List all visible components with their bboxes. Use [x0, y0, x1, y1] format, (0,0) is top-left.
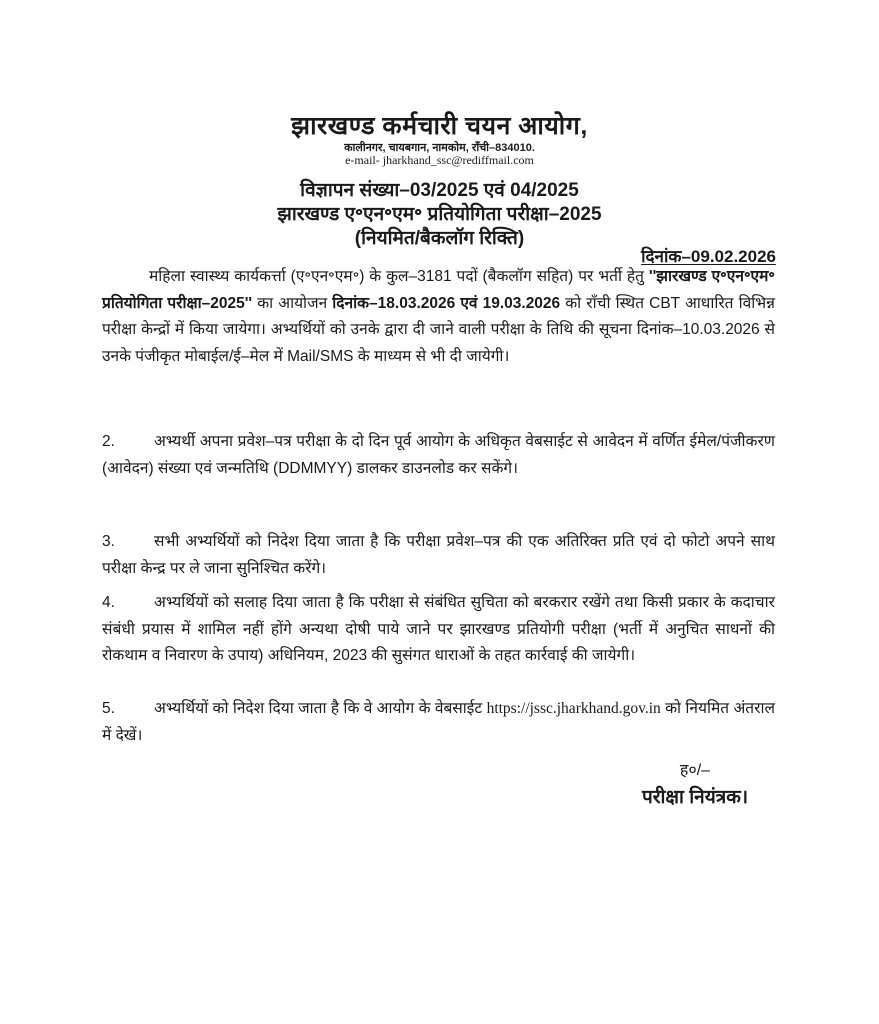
- p4-text: अभ्यर्थियों को सलाह दिया जाता है कि परीक्षा से संबंधित सुचिता को बरकरार रखेंगे तथा किसी प्रकार के कदाचार संबंधी प्रयास में शामिल नहीं होंगे अन्यथा दोषी पाये जाने पर झारखण्ड प्रतियोगी परीक्षा (भर्ती में अनुचित साधनों की रोकथाम व निवारण के उपाय) अधिनियम, 2023 की सुसंगत धाराओं के तहत कार्रवाई की जायेगी।: [102, 594, 775, 664]
- p5-text-1: अभ्यर्थियों को निदेश दिया जाता है कि वे आयोग के वेबसाईट: [154, 700, 487, 717]
- organization-name: झारखण्ड कर्मचारी चयन आयोग,: [291, 112, 588, 140]
- vacancy-type: (नियमित/बैकलॉग रिक्ति): [354, 228, 525, 249]
- p1-text-3: को राँची स्थित CBT आधारित विभिन्न परीक्षा केन्द्रों में किया जायेगा। अभ्यर्थियों को उनके द्वारा दी जाने वाली परीक्षा के तिथि की सूचना दिनांक–10.03.2026 से उनके पंजीकृत मोबाईल/ई–मेल में Mail/SMS के माध्यम से भी दी जायेगी।: [102, 294, 775, 365]
- p1-text-1: महिला स्वास्थ्य कार्यकर्त्ता (ए॰एन॰एम॰) के कुल–3181 पदों (बैकलॉग सहित) पर भर्ती हेतु: [149, 268, 649, 285]
- paragraph-1: [102, 264, 775, 370]
- advertisement-number: विज्ञापन संख्या–03/2025 एवं 04/2025: [300, 180, 579, 201]
- organization-email: e-mail- jharkhand_ssc@rediffmail.com: [345, 153, 534, 167]
- paragraph-4: [102, 590, 775, 670]
- p5-text-2: को नियमित अंतराल में देखें।: [102, 700, 776, 744]
- p3-number: 3.: [102, 533, 115, 550]
- p5-number: 5.: [102, 700, 115, 717]
- p4-number: 4.: [102, 594, 115, 611]
- signatory-title: परीक्षा नियंत्रक।: [641, 787, 749, 808]
- paragraph-2: [102, 429, 775, 482]
- signature-mark: ह०/–: [679, 762, 711, 779]
- p2-text: अभ्यर्थी अपना प्रवेश–पत्र परीक्षा के दो दिन पूर्व आयोग के अधिकृत वेबसाईट से आवेदन में वर्णित ईमेल/पंजीकरण (आवेदन) संख्या एवं जन्मतिथि (DDMMYY) डालकर डाउनलोड कर सकेंगे।: [102, 433, 775, 477]
- paragraph-5: [102, 696, 775, 749]
- notice-date: दिनांक–09.02.2026: [641, 247, 776, 266]
- organization-address: कालीनगर, चायबगान, नामकोम, राँची–834010.: [344, 142, 535, 154]
- p3-text: सभी अभ्यर्थियों को निदेश दिया जाता है कि परीक्षा प्रवेश–पत्र की एक अतिरिक्त प्रति एवं दो फोटो अपने साथ परीक्षा केन्द्र पर ले जाना सुनिश्चित करेंगे।: [102, 533, 775, 577]
- p2-number: 2.: [102, 433, 115, 450]
- p1-text-2: का आयोजन: [252, 294, 333, 312]
- website-link[interactable]: https://jssc.jharkhand.gov.in: [486, 700, 661, 717]
- paragraph-3: [102, 529, 775, 582]
- p1-exam-name: ''झारखण्ड ए॰एन॰एम॰ प्रतियोगिता परीक्षा–2025'': [102, 268, 775, 312]
- p1-exam-dates: दिनांक–18.03.2026 एवं 19.03.2026: [332, 294, 561, 312]
- exam-title: झारखण्ड ए॰एन॰एम॰ प्रतियोगिता परीक्षा–2025: [277, 204, 602, 225]
